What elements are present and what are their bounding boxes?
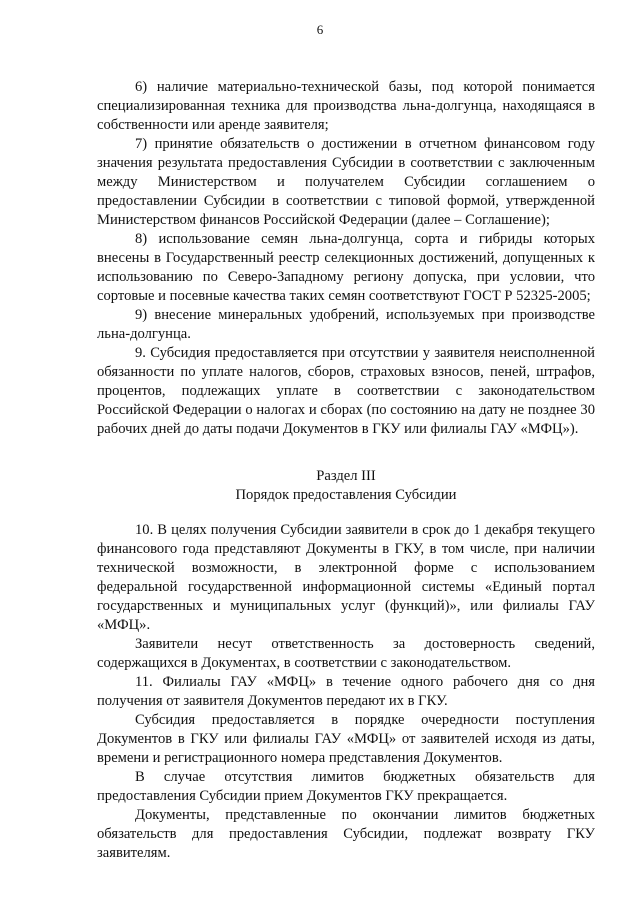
paragraphs-block-2	[97, 521, 595, 863]
paragraph-return: Документы, представленные по окончании лимитов бюджетных обязательств для предоставления Субсидии, подлежат возврату ГКУ заявителям.	[97, 807, 595, 861]
paragraph-item-9: 9) внесение минеральных удобрений, используемых при производстве льна-долгунца.	[97, 307, 595, 342]
paragraphs-block-1	[97, 78, 595, 439]
paragraph-order: Субсидия предоставляется в порядке очередности поступления Документов в ГКУ или филиалы ГАУ «МФЦ» от заявителей исходя из даты, времени и регистрационного номера представления Документов.	[97, 712, 595, 766]
paragraph-item-7: 7) принятие обязательств о достижении в отчетном финансовом году значения результата предоставления Субсидии в соответствии с заключенным между Министерством и получателем Субсидии соглашением о предоставлении Субсидии в соответствии с типовой формой, утвержденной Министерством финансов Российской Федерации (далее – Соглашение);	[97, 136, 595, 228]
section-heading	[97, 467, 595, 505]
paragraph-item-6: 6) наличие материально-технической базы, под которой понимается специализированная техника для производства льна-долгунца, находящаяся в собственности или аренде заявителя;	[97, 79, 595, 133]
paragraph-responsibility: Заявители несут ответственность за достоверность сведений, содержащихся в Документах, в соответствии с законодательством.	[97, 636, 595, 671]
paragraph-clause-9: 9. Субсидия предоставляется при отсутствии у заявителя неисполненной обязанности по уплате налогов, сборов, страховых взносов, пеней, штрафов, процентов, подлежащих уплате в соответствии с законодательством Российской Федерации о налогах и сборах (по состоянию на дату не позднее 30 рабочих дней до даты подачи Документов в ГКУ или филиалы ГАУ «МФЦ»).	[97, 345, 595, 437]
section-title: Порядок предоставления Субсидии	[235, 487, 457, 503]
paragraph-limits: В случае отсутствия лимитов бюджетных обязательств для предоставления Субсидии прием Документов ГКУ прекращается.	[97, 769, 595, 804]
paragraph-item-8: 8) использование семян льна-долгунца, сорта и гибриды которых внесены в Государственный реестр селекционных достижений, допущенных к использованию по Северо-Западному региону допуска, при условии, что сортовые и посевные качества таких семян соответствуют ГОСТ Р 52325-2005;	[97, 231, 595, 304]
page-number: 6	[316, 22, 324, 37]
paragraph-clause-10: 10. В целях получения Субсидии заявители в срок до 1 декабря текущего финансового года представляют Документы в ГКУ, в том числе, при наличии технической возможности, в электронной форме с использованием федеральной государственной информационной системы «Единый портал государственных и муниципальных услуг (функций)», или филиалы ГАУ «МФЦ».	[97, 522, 595, 633]
section-number: Раздел III	[316, 468, 376, 484]
paragraph-clause-11: 11. Филиалы ГАУ «МФЦ» в течение одного рабочего дня со дня получения от заявителя Документов передают их в ГКУ.	[97, 674, 595, 709]
